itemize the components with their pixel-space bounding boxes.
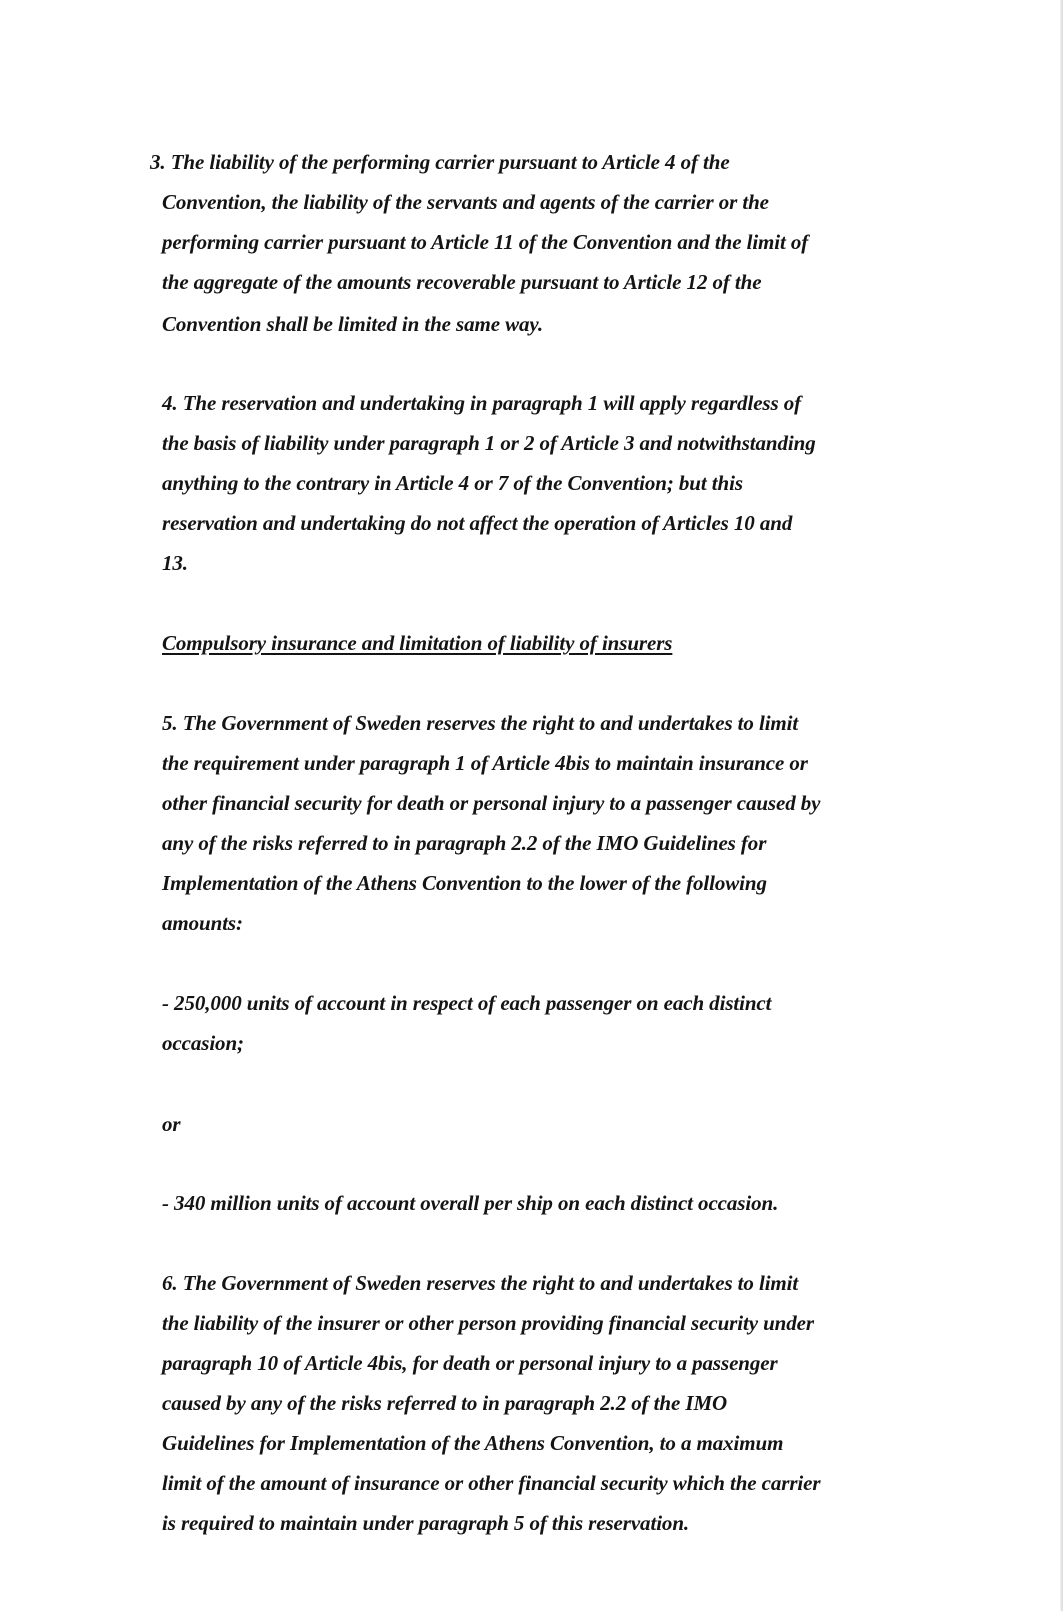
text-line: amounts:: [162, 911, 243, 935]
text-line: caused by any of the risks referred to in paragraph 2.2 of the IMO: [162, 1391, 728, 1415]
text-line: Convention, the liability of the servants and agents of the carrier or the: [162, 190, 769, 214]
or-separator: or: [162, 1112, 181, 1136]
text-line: other financial security for death or personal injury to a passenger caused by: [162, 791, 821, 815]
text-line: Convention shall be limited in the same way.: [162, 312, 544, 336]
text-line: 5. The Government of Sweden reserves the right to and undertakes to limit: [162, 711, 799, 735]
text-line: Guidelines for Implementation of the Athens Convention, to a maximum: [162, 1431, 784, 1455]
text-line: limit of the amount of insurance or other financial security which the carrier: [162, 1471, 821, 1495]
text-line: the liability of the insurer or other person providing financial security under: [162, 1311, 814, 1335]
text-line: the basis of liability under paragraph 1 or 2 of Article 3 and notwithstanding: [162, 431, 816, 455]
text-line: performing carrier pursuant to Article 11 of the Convention and the limit of: [162, 230, 809, 254]
text-line: - 250,000 units of account in respect of each passenger on each distinct: [162, 991, 772, 1015]
text-line: 3. The liability of the performing carrier pursuant to Article 4 of the: [150, 150, 730, 174]
text-line: occasion;: [162, 1031, 244, 1055]
text-line: 6. The Government of Sweden reserves the right to and undertakes to limit: [162, 1271, 799, 1295]
bullet-item-2: - 340 million units of account overall per ship on each distinct occasion.: [162, 1191, 779, 1215]
text-line: the requirement under paragraph 1 of Article 4bis to maintain insurance or: [162, 751, 808, 775]
section-heading: Compulsory insurance and limitation of liability of insurers: [162, 631, 673, 655]
text-line: anything to the contrary in Article 4 or 7 of the Convention; but this: [162, 471, 743, 495]
text-line: any of the risks referred to in paragraph 2.2 of the IMO Guidelines for: [162, 831, 767, 855]
text-line: 13.: [162, 551, 188, 575]
text-line: paragraph 10 of Article 4bis, for death or personal injury to a passenger: [162, 1351, 778, 1375]
text-line: the aggregate of the amounts recoverable pursuant to Article 12 of the: [162, 270, 762, 294]
text-line: 4. The reservation and undertaking in paragraph 1 will apply regardless of: [162, 391, 801, 415]
text-line: Implementation of the Athens Convention to the lower of the following: [162, 871, 767, 895]
text-line: is required to maintain under paragraph 5 of this reservation.: [162, 1511, 690, 1535]
text-line: reservation and undertaking do not affect the operation of Articles 10 and: [162, 511, 793, 535]
